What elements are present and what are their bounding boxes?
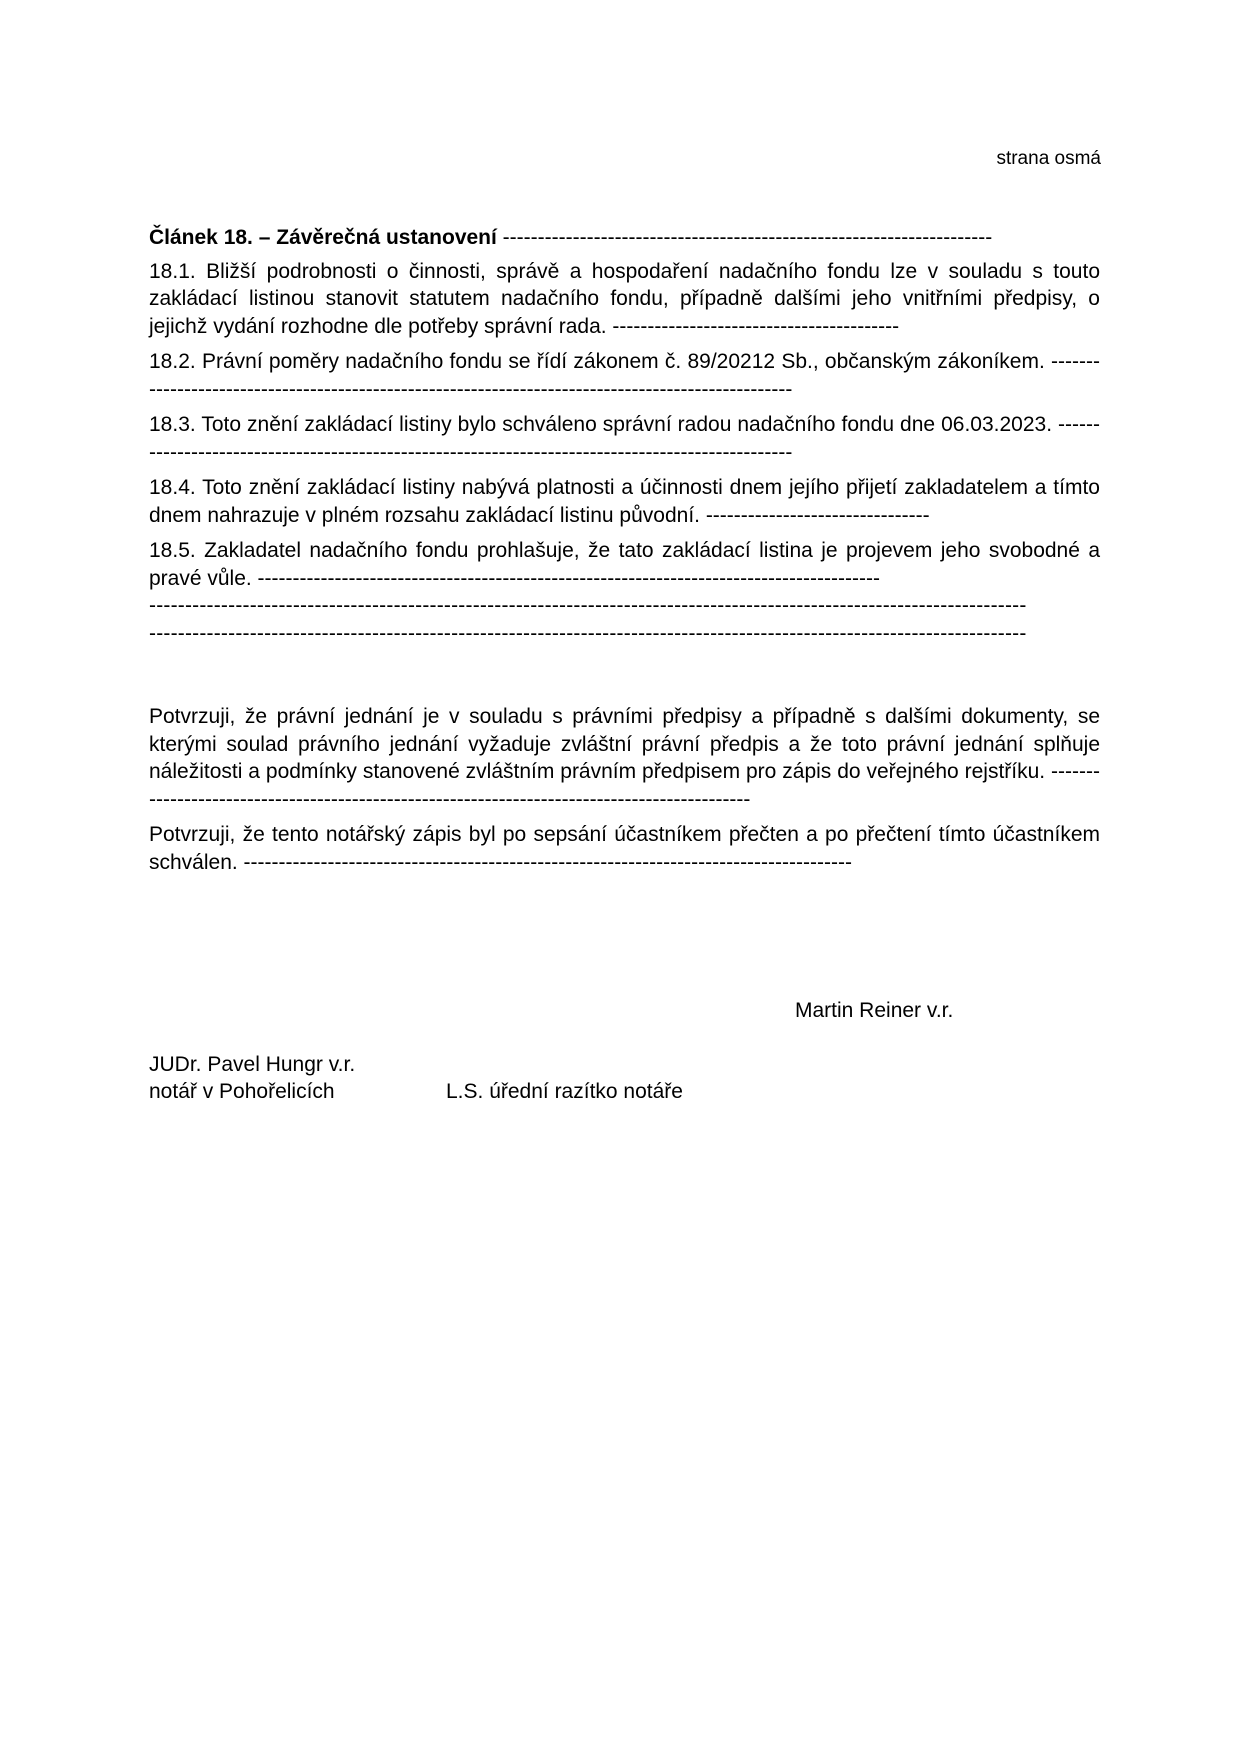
paragraph-18-2: 18.2. Právní poměry nadačního fondu se řídí zákonem č. 89/20212 Sb., občanským zákoníkem. ---------------------------------------------------------------------------------------------------	[149, 350, 1100, 401]
confirmation-approval: Potvrzuji, že tento notářský zápis byl po sepsání účastníkem přečten a po přečtení tímto účastníkem schválen. ---------------------------------------------------------------------------------------	[149, 823, 1100, 874]
article-title: Článek 18. – Závěrečná ustanovení	[149, 226, 497, 249]
notary-stamp-note: L.S. úřední razítko notáře	[446, 1080, 683, 1103]
paragraph-18-5: 18.5. Zakladatel nadačního fondu prohlašuje, že tato zakládací listina je projevem jeho svobodné a pravé vůle. -----------------------------------------------------------------------------------------	[149, 539, 1100, 590]
paragraph-18-3: 18.3. Toto znění zakládací listiny bylo schváleno správní radou nadačního fondu dne 06.03.2023. --------------------------------------------------------------------------------------------------	[149, 413, 1100, 464]
paragraph-18-1: 18.1. Bližší podrobnosti o činnosti, správě a hospodaření nadačního fondu lze v souladu s touto zakládací listinou stanovit statutem nadačního fondu, případně dalšími jeho vnitřními předpisy, o jejichž vydání rozhodne dle potřeby správní rada. -----------------------------------------	[149, 259, 1100, 338]
paragraph-18-4: 18.4. Toto znění zakládací listiny nabývá platnosti a účinnosti dnem jejího přijetí zakladatelem a tímto dnem nahrazuje v plném rozsahu zakládací listinu původní. --------------------------------	[149, 476, 1100, 527]
notary-title: notář v Pohořelicích	[149, 1080, 335, 1103]
fill-dash-line: --------------------------------------------------------------------------------------------------------------------------	[149, 594, 1027, 617]
participant-signature: Martin Reiner v.r.	[795, 999, 954, 1022]
fill-dash-line: --------------------------------------------------------------------------------------------------------------------------	[149, 621, 1027, 645]
confirmation-legal-act: Potvrzuji, že právní jednání je v souladu s právními předpisy a případně s dalšími dokumenty, se kterými soulad právního jednání vyžaduje zvláštní právní předpis a že toto právní jednání splňuje náležitosti a podmínky stanovené zvláštním právním předpisem pro zápis do veřejného rejstříku. ---------------------------------------------------------------------------------------------	[149, 705, 1100, 811]
article-title-dashes: ----------------------------------------------------------------------	[496, 226, 993, 249]
notary-name: JUDr. Pavel Hungr v.r.	[149, 1053, 356, 1076]
page-number: strana osmá	[996, 148, 1101, 169]
